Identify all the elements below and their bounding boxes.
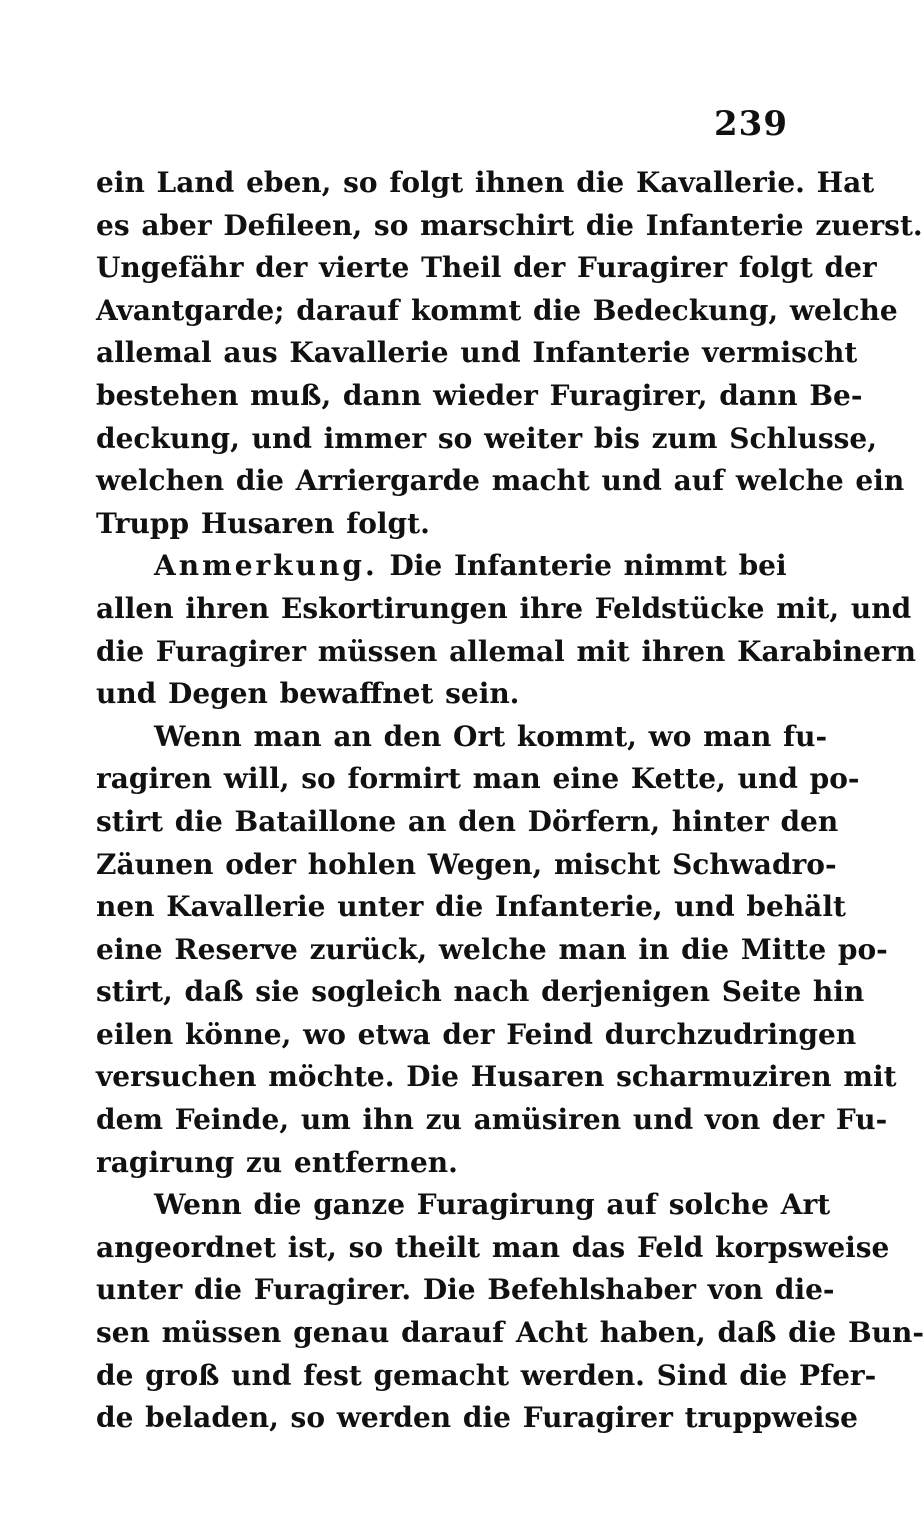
text-line: eine Reserve zurück, welche man in die Mitte po- xyxy=(96,932,888,966)
text-line: sen müssen genau darauf Acht haben, daß die Bun- xyxy=(96,1316,924,1350)
body-text xyxy=(96,162,924,1440)
text-line: ragiren will, so formirt man eine Kette, und po- xyxy=(96,762,860,796)
text-line: stirt die Bataillone an den Dörfern, hinter den xyxy=(96,804,839,838)
text-line: nen Kavallerie unter die Infanterie, und behält xyxy=(96,890,846,924)
text-line: Avantgarde; darauf kommt die Bedeckung, welche xyxy=(96,293,898,327)
text-line: allen ihren Eskortirungen ihre Feldstücke mit, und xyxy=(96,591,912,625)
paragraph-1 xyxy=(96,162,923,545)
text-line: eilen könne, wo etwa der Feind durchzudringen xyxy=(96,1017,857,1051)
text-line: deckung, und immer so weiter bis zum Schlusse, xyxy=(96,421,877,455)
text-line: ragirung zu entfernen. xyxy=(96,1145,458,1179)
annotation-lead: Anmerkung. xyxy=(154,549,378,583)
text-line: Ungefähr der vierte Theil der Furagirer folgt der xyxy=(96,251,877,285)
text-line: angeordnet ist, so theilt man das Feld korpsweise xyxy=(96,1230,890,1264)
text-line: allemal aus Kavallerie und Infanterie vermischt xyxy=(96,336,858,370)
page-number: 239 xyxy=(714,104,788,144)
text-line: de groß und fest gemacht werden. Sind die Pfer- xyxy=(96,1358,877,1392)
paragraph-4 xyxy=(96,1184,924,1440)
text-line: stirt, daß sie sogleich nach derjenigen Seite hin xyxy=(96,975,865,1009)
text-line: bestehen muß, dann wieder Furagirer, dann Be- xyxy=(96,378,863,412)
text-line: de beladen, so werden die Furagirer truppweise xyxy=(96,1401,858,1435)
text-line: die Furagirer müssen allemal mit ihren Karabinern xyxy=(96,634,916,668)
text-line: versuchen möchte. Die Husaren scharmuziren mit xyxy=(96,1060,897,1094)
paragraph-2 xyxy=(96,545,916,715)
text-line: ein Land eben, so folgt ihnen die Kavallerie. Hat xyxy=(96,166,875,199)
text-line: welchen die Arriergarde macht und auf welche ein xyxy=(96,464,905,498)
text-line: Trupp Husaren folgt. xyxy=(96,506,430,540)
text-fragment: Die Infanterie nimmt bei xyxy=(377,549,787,583)
text-line xyxy=(96,545,786,588)
text-line: unter die Furagirer. Die Befehlshaber von die- xyxy=(96,1273,835,1307)
text-line: und Degen bewaffnet sein. xyxy=(96,677,520,711)
text-line: Wenn die ganze Furagirung auf solche Art xyxy=(154,1188,831,1222)
text-line: dem Feinde, um ihn zu amüsiren und von der Fu- xyxy=(96,1103,888,1137)
text-line: es aber Defileen, so marschirt die Infanterie zuerst. xyxy=(96,208,923,242)
text-line: Wenn man an den Ort kommt, wo man fu- xyxy=(154,719,828,753)
paragraph-3 xyxy=(96,716,897,1185)
text-line: Zäunen oder hohlen Wegen, mischt Schwadro- xyxy=(96,847,837,881)
